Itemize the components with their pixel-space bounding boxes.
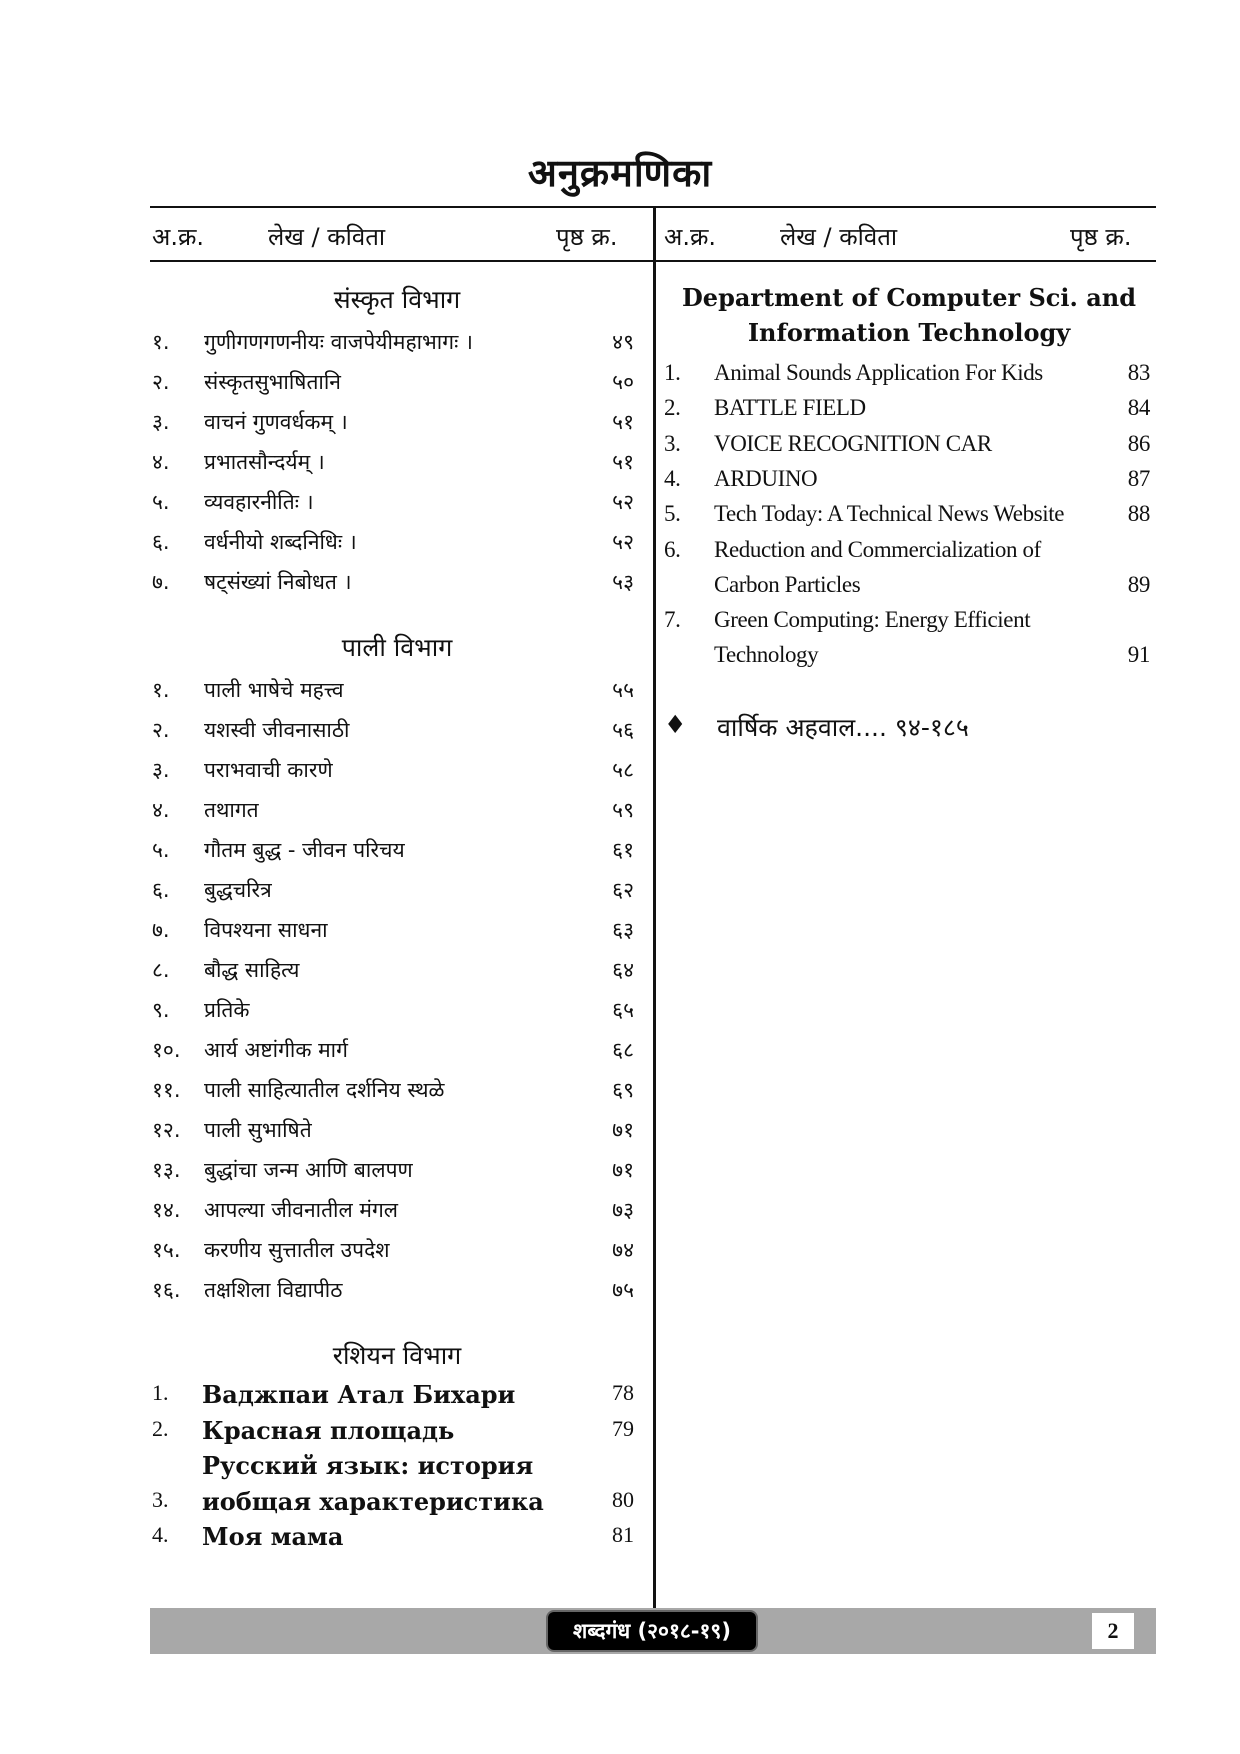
computer-entry <box>664 603 1150 637</box>
pali-entry <box>152 830 634 870</box>
entry-title: पाली सुभाषिते <box>204 1118 312 1142</box>
entry-title: Русский язык: история <box>202 1451 534 1480</box>
magazine-name-badge: शब्दगंध (२०१८-१९) <box>546 1610 758 1652</box>
entry-number: १३. <box>152 1158 181 1182</box>
diamond-bullet-icon: ♦ <box>664 710 687 739</box>
entry-page: ५५ <box>612 678 634 702</box>
entry-number: 1. <box>664 360 681 385</box>
entry-title: तथागत <box>204 798 259 822</box>
entry-title: विपश्यना साधना <box>204 918 328 942</box>
left-header-page: पृष्ठ क्र. <box>556 223 618 251</box>
entry-number: १०. <box>152 1038 181 1062</box>
entry-title: आर्य अष्टांगीक मार्ग <box>204 1038 348 1062</box>
pali-entry <box>152 750 634 790</box>
entry-number: ४. <box>152 798 170 822</box>
entry-page: ५२ <box>612 530 634 554</box>
pali-entry <box>152 870 634 910</box>
entry-number: ५. <box>152 490 170 514</box>
pali-entry <box>152 1150 634 1190</box>
entry-number: 4. <box>664 465 681 491</box>
entry-title: पाली साहित्यातील दर्शनिय स्थळे <box>204 1078 445 1102</box>
pali-heading: पाली विभाग <box>341 633 453 662</box>
entry-page: 87 <box>1127 465 1150 491</box>
pali-entry <box>152 990 634 1030</box>
entry-number: १५. <box>152 1238 181 1262</box>
entry-page: ५२ <box>612 490 634 514</box>
entry-number: २. <box>152 370 170 394</box>
entry-page: 91 <box>1127 642 1150 668</box>
entry-title: गौतम बुद्ध - जीवन परिचय <box>204 838 405 862</box>
entry-title: Green Computing: Energy Efficient <box>714 607 1031 633</box>
pali-entry <box>152 1030 634 1070</box>
entry-number: 2. <box>152 1415 169 1441</box>
entry-page: ५६ <box>612 718 634 742</box>
entry-title: करणीय सुत्तातील उपदेश <box>204 1238 390 1262</box>
entry-title: प्रतिके <box>204 998 250 1022</box>
sanskrit-entry <box>152 442 634 482</box>
entry-number: १६. <box>152 1278 181 1302</box>
entry-title: बुद्धांचा जन्म आणि बालपण <box>204 1158 413 1182</box>
pali-entry <box>152 1070 634 1110</box>
entry-title: पराभवाची कारणे <box>204 758 333 782</box>
computer-heading <box>664 280 1154 350</box>
computer-entry <box>664 356 1150 390</box>
entry-number: ९. <box>152 998 170 1022</box>
pali-entry <box>152 710 634 750</box>
entry-title: प्रभातसौन्दर्यम् । <box>204 450 325 474</box>
pali-entry <box>152 1270 634 1310</box>
entry-number: 3. <box>664 430 681 456</box>
entry-page: ७४ <box>612 1238 634 1262</box>
entry-page: ६४ <box>612 958 634 982</box>
entry-page: ५३ <box>612 570 634 594</box>
entry-number: 7. <box>664 607 681 633</box>
entry-page: ७३ <box>612 1198 634 1222</box>
entry-title: Tech Today: A Technical News Website <box>714 501 1065 527</box>
entry-page: 84 <box>1127 395 1150 421</box>
sanskrit-entry <box>152 522 634 562</box>
right-header-item: लेख / कविता <box>780 223 898 251</box>
entry-number: १. <box>152 678 170 702</box>
entry-number: 5. <box>664 501 681 527</box>
russian-heading: रशियन विभाग <box>332 1341 462 1370</box>
entry-page: ५१ <box>612 410 634 434</box>
entry-page: ६५ <box>612 998 634 1022</box>
entry-number: 1. <box>152 1380 169 1405</box>
entry-title: Ваджпаи Атал Бихари <box>202 1380 516 1409</box>
sanskrit-heading: संस्कृत विभाग <box>333 285 461 314</box>
entry-title: वाचनं गुणवर्धकम् । <box>204 410 348 434</box>
page-title: अनुक्रमणिका <box>527 151 713 195</box>
pali-entry <box>152 910 634 950</box>
entry-title: बुद्धचरित्र <box>204 878 272 902</box>
entry-page: ६९ <box>612 1078 634 1102</box>
entry-title: VOICE RECOGNITION CAR <box>714 430 992 456</box>
entry-number: ८. <box>152 958 170 982</box>
entry-title: आपल्या जीवनातील मंगल <box>204 1198 399 1222</box>
entry-title: Reduction and Commercialization of <box>714 536 1041 562</box>
entry-number: ७. <box>152 570 170 594</box>
right-header-page: पृष्ठ क्र. <box>1070 223 1132 251</box>
entry-number: 4. <box>152 1522 169 1547</box>
entry-page: 88 <box>1127 501 1150 527</box>
entry-page: ६१ <box>612 838 634 862</box>
entry-number: १४. <box>152 1198 181 1222</box>
computer-entry <box>664 638 1150 672</box>
entry-number: 3. <box>152 1486 169 1512</box>
entry-title: षट्संख्यां निबोधत । <box>204 570 352 594</box>
entry-page: ६८ <box>612 1038 634 1062</box>
entry-title: यशस्वी जीवनासाठी <box>204 718 350 742</box>
entry-number: 2. <box>664 395 681 421</box>
computer-entry <box>664 533 1150 567</box>
entry-number: १२. <box>152 1118 181 1142</box>
entry-number: ३. <box>152 410 170 434</box>
entry-title: तक्षशिला विद्यापीठ <box>204 1278 343 1302</box>
entry-number: ६. <box>152 530 170 554</box>
computer-heading-line2: Information Technology <box>747 318 1071 347</box>
entry-page: ६२ <box>612 878 634 902</box>
pali-entry <box>152 1230 634 1270</box>
entry-title: Моя мама <box>202 1522 344 1551</box>
entry-title: बौद्ध साहित्य <box>204 958 300 982</box>
entry-number: 6. <box>664 536 681 562</box>
entry-title: गुणीगणगणनीयः वाजपेयीमहाभागः । <box>204 330 473 354</box>
entry-number: २. <box>152 718 170 742</box>
entry-page: 78 <box>612 1380 634 1405</box>
entry-page: 83 <box>1127 360 1150 385</box>
entry-title: व्यवहारनीतिः । <box>204 490 314 514</box>
entry-page: ५९ <box>612 798 634 822</box>
pali-entry <box>152 670 634 710</box>
entry-page: 80 <box>612 1486 634 1512</box>
computer-entry <box>664 568 1150 602</box>
pali-entry <box>152 950 634 990</box>
sanskrit-entry <box>152 322 634 362</box>
entry-page: 86 <box>1127 430 1150 456</box>
entry-number: ५. <box>152 838 170 862</box>
entry-page: ४९ <box>612 330 634 354</box>
entry-page: ५१ <box>612 450 634 474</box>
right-header-sr: अ.क्र. <box>664 223 717 251</box>
entry-page: ७५ <box>612 1278 634 1302</box>
entry-page: ६३ <box>612 918 634 942</box>
annual-report-text: वार्षिक अहवाल.... ९४-१८५ <box>717 713 969 742</box>
entry-page: 79 <box>612 1415 634 1441</box>
pali-entry <box>152 790 634 830</box>
entry-number: ६. <box>152 878 170 902</box>
sanskrit-entry <box>152 362 634 402</box>
entry-title: Technology <box>714 642 819 668</box>
computer-heading-line1: Department of Computer Sci. and <box>681 283 1137 312</box>
entry-title: Красная площадь <box>202 1415 455 1445</box>
pali-entry <box>152 1190 634 1230</box>
entry-title: ARDUINO <box>714 465 818 491</box>
entry-title: иобщая характеристика <box>202 1486 544 1516</box>
pali-entry <box>152 1110 634 1150</box>
entry-page: 89 <box>1127 571 1150 597</box>
computer-entry <box>664 391 1150 425</box>
entry-page: 81 <box>612 1522 634 1547</box>
computer-entry <box>664 462 1150 496</box>
computer-entry <box>664 427 1150 461</box>
entry-number: ११. <box>152 1078 181 1102</box>
entry-page: ५८ <box>612 758 634 782</box>
footer-bar <box>150 1608 1156 1654</box>
page-number: 2 <box>1092 1613 1134 1649</box>
entry-title: BATTLE FIELD <box>714 395 866 421</box>
left-header-sr: अ.क्र. <box>152 223 205 251</box>
sanskrit-entry <box>152 482 634 522</box>
entry-title: Carbon Particles <box>714 571 861 597</box>
sanskrit-entry <box>152 562 634 602</box>
entry-number: ७. <box>152 918 170 942</box>
entry-number: १. <box>152 330 170 354</box>
entry-page: ७१ <box>612 1118 634 1142</box>
entry-title: Animal Sounds Application For Kids <box>714 360 1043 385</box>
entry-number: ४. <box>152 450 170 474</box>
sanskrit-entry <box>152 402 634 442</box>
left-header-item: लेख / कविता <box>268 223 386 251</box>
computer-entry <box>664 497 1150 531</box>
entry-title: पाली भाषेचे महत्त्व <box>204 678 344 702</box>
column-divider <box>653 208 656 1618</box>
entry-page: ५० <box>612 370 634 394</box>
entry-number: ३. <box>152 758 170 782</box>
entry-title: संस्कृतसुभाषितानि <box>204 370 341 394</box>
entry-title: वर्धनीयो शब्दनिधिः । <box>204 530 357 554</box>
entry-page: ७१ <box>612 1158 634 1182</box>
